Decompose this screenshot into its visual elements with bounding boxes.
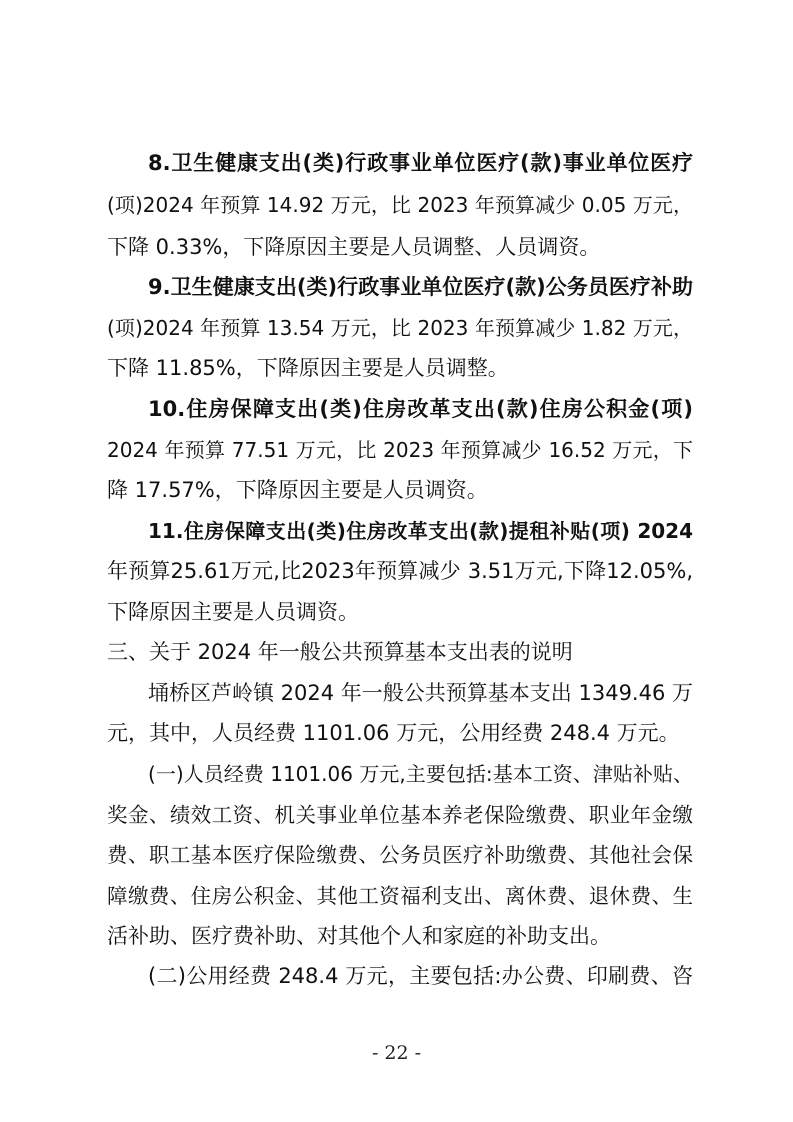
paragraph-11-line-2: 年预算25.61万元,比2023年预算减少 3.51万元,下降12.05%, [107, 559, 693, 583]
paragraph-10-line-3: 降 17.57%，下降原因主要是人员调资。 [107, 478, 488, 502]
paragraph-10-line-1: 10.住房保障支出(类)住房改革支出(款)住房公积金(项) [148, 397, 693, 421]
personnel-line-3: 费、职工基本医疗保险缴费、公务员医疗补助缴费、其他社会保 [107, 843, 693, 867]
intro-line-2: 元，其中，人员经费 1101.06 万元，公用经费 248.4 万元。 [107, 721, 680, 745]
paragraph-8-line-3: 下降 0.33%，下降原因主要是人员调整、人员调资。 [107, 235, 601, 259]
personnel-line-5: 活补助、医疗费补助、对其他个人和家庭的补助支出。 [107, 924, 611, 948]
personnel-line-2: 奖金、绩效工资、机关事业单位基本养老保险缴费、职业年金缴 [107, 803, 693, 827]
section-heading: 三、关于 2024 年一般公共预算基本支出表的说明 [107, 640, 573, 664]
intro-line-1: 埇桥区芦岭镇 2024 年一般公共预算基本支出 1349.46 万 [148, 681, 693, 705]
paragraph-11-line-3: 下降原因主要是人员调资。 [107, 600, 359, 624]
personnel-line-1: (一)人员经费 1101.06 万元,主要包括:基本工资、津贴补贴、 [148, 762, 693, 786]
paragraph-9-line-3: 下降 11.85%，下降原因主要是人员调整。 [107, 356, 509, 380]
paragraph-11-line-1: 11.住房保障支出(类)住房改革支出(款)提租补贴(项) 2024 [148, 519, 693, 543]
page-number: - 22 - [371, 1042, 422, 1064]
personnel-line-4: 障缴费、住房公积金、其他工资福利支出、离休费、退休费、生 [107, 884, 693, 908]
paragraph-8-line-1: 8.卫生健康支出(类)行政事业单位医疗(款)事业单位医疗 [148, 151, 693, 175]
paragraph-9-line-2: (项)2024 年预算 13.54 万元，比 2023 年预算减少 1.82 万元， [107, 316, 693, 340]
paragraph-10-line-2: 2024 年预算 77.51 万元，比 2023 年预算减少 16.52 万元，下 [107, 438, 693, 462]
public-line-1: (二)公用经费 248.4 万元，主要包括:办公费、印刷费、咨 [148, 964, 693, 988]
paragraph-8-line-2: (项)2024 年预算 14.92 万元，比 2023 年预算减少 0.05 万元， [107, 193, 693, 217]
paragraph-9-line-1: 9.卫生健康支出(类)行政事业单位医疗(款)公务员医疗补助 [148, 275, 693, 299]
